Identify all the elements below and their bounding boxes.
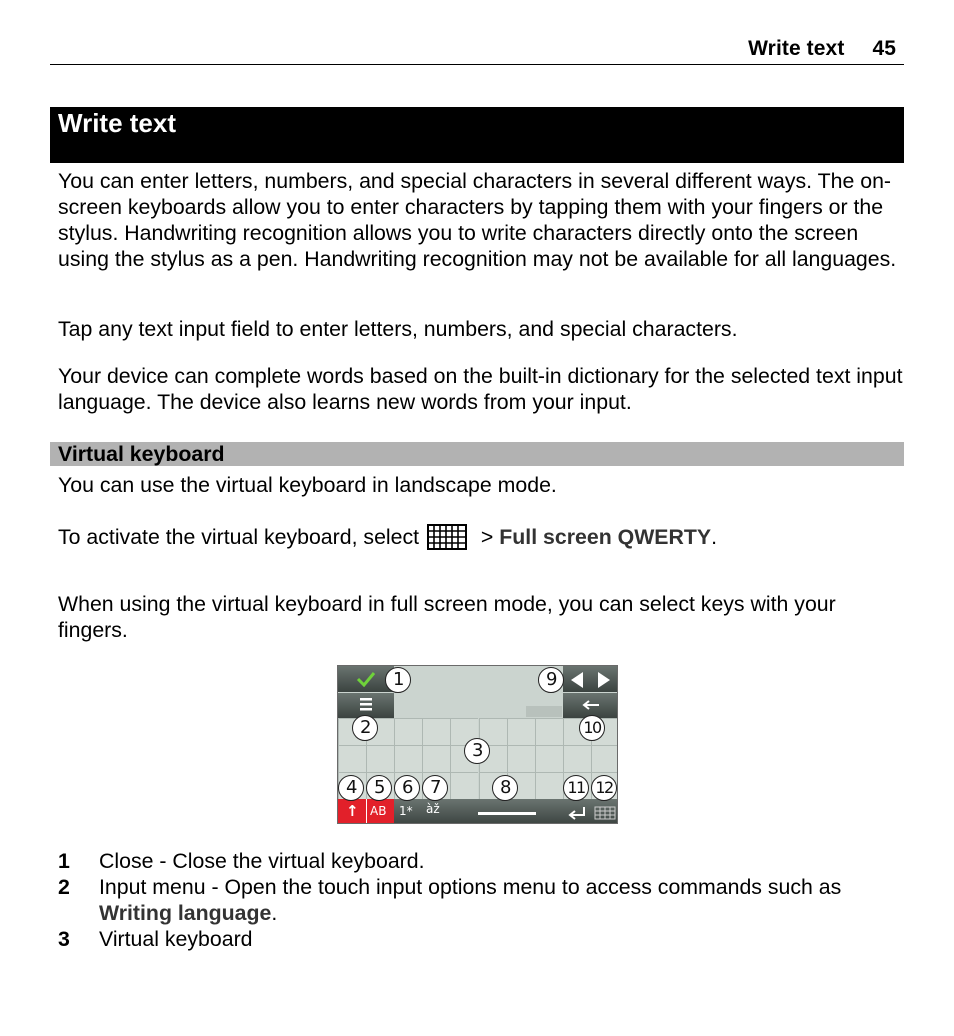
subsection-heading <box>50 442 904 466</box>
intro-paragraph: You can enter letters, numbers, and special characters in several different ways. The on-screen keyboards allow you to enter characters by tapping them with your fingers or the stylus. Handwriting recognition allows you to write characters directly onto the screen using the stylus as a pen. Handwriting recognition may not be available for all languages. <box>58 169 897 271</box>
virtual-keyboard-figure <box>337 665 618 824</box>
section-heading <box>50 107 904 163</box>
callout-1: 1 <box>385 667 411 693</box>
list-number: 2 <box>58 875 70 899</box>
callout-8: 8 <box>492 775 518 801</box>
key-cell <box>422 745 450 772</box>
landscape-paragraph: You can use the virtual keyboard in landscape mode. <box>58 473 557 497</box>
callout-11: 11 <box>563 775 589 801</box>
check-icon <box>356 671 376 687</box>
subsection-title: Virtual keyboard <box>58 442 225 466</box>
period: . <box>711 525 718 549</box>
section-title: Write text <box>58 108 176 138</box>
list-text-end: . <box>271 901 278 925</box>
list-text: Virtual keyboard <box>99 927 253 951</box>
key-cell <box>507 718 535 745</box>
list-item <box>58 926 904 952</box>
cursor-left-icon <box>567 671 587 689</box>
list-text <box>99 874 904 926</box>
callout-7: 7 <box>422 775 448 801</box>
callout-12: 12 <box>591 775 617 801</box>
key-cell <box>535 745 563 772</box>
callout-9: 9 <box>538 667 564 693</box>
key-cell <box>591 745 618 772</box>
keyboard-mode-icon <box>594 806 616 820</box>
enter-icon <box>568 806 588 820</box>
list-text: Close - Close the virtual keyboard. <box>99 849 425 873</box>
menu-icon <box>360 698 372 712</box>
key-cell <box>338 745 366 772</box>
accents-label: àž <box>426 802 440 816</box>
list-item <box>58 848 904 874</box>
key-cell <box>507 745 535 772</box>
cursor-right-icon <box>594 671 614 689</box>
running-head <box>748 37 896 61</box>
case-label: AB <box>370 804 387 818</box>
key-cell <box>394 745 422 772</box>
menu-separator: > <box>474 525 500 549</box>
list-text-main: Input menu - Open the touch input options menu to access commands such as <box>99 875 842 899</box>
numbers-label: 1* <box>399 804 413 818</box>
space-bar-line <box>478 812 536 815</box>
key-cell <box>563 745 591 772</box>
key-cell <box>366 745 394 772</box>
callout-4: 4 <box>338 775 364 801</box>
shift-label: ↑ <box>346 802 359 820</box>
callout-5: 5 <box>366 775 392 801</box>
page-number: 45 <box>872 37 896 60</box>
tap-paragraph: Tap any text input field to enter letters, numbers, and special characters. <box>58 317 738 341</box>
dictionary-paragraph: Your device can complete words based on the built-in dictionary for the selected text input language. The device also learns new words from your input. <box>58 364 903 414</box>
backspace-icon <box>582 700 600 710</box>
activate-paragraph <box>58 524 904 550</box>
activate-text: To activate the virtual keyboard, select <box>58 525 420 549</box>
key-cell <box>394 718 422 745</box>
keyboard-icon <box>427 524 467 550</box>
list-number: 1 <box>58 849 70 873</box>
key-cell <box>535 772 563 799</box>
header-rule <box>50 64 904 65</box>
key-cell <box>450 772 478 799</box>
list-item <box>58 874 904 926</box>
key-cell <box>422 718 450 745</box>
writing-language-label: Writing language <box>99 901 272 925</box>
fingers-paragraph: When using the virtual keyboard in full screen mode, you can select keys with your fingers. <box>58 592 836 642</box>
callout-3: 3 <box>464 738 490 764</box>
callout-10: 10 <box>579 715 605 741</box>
list-number: 3 <box>58 927 70 951</box>
running-head-title: Write text <box>748 37 845 60</box>
callout-6: 6 <box>394 775 420 801</box>
key-cell <box>535 718 563 745</box>
callout-2: 2 <box>352 715 378 741</box>
full-screen-qwerty-label: Full screen QWERTY <box>499 525 712 549</box>
text-input-area-tab <box>526 706 562 717</box>
